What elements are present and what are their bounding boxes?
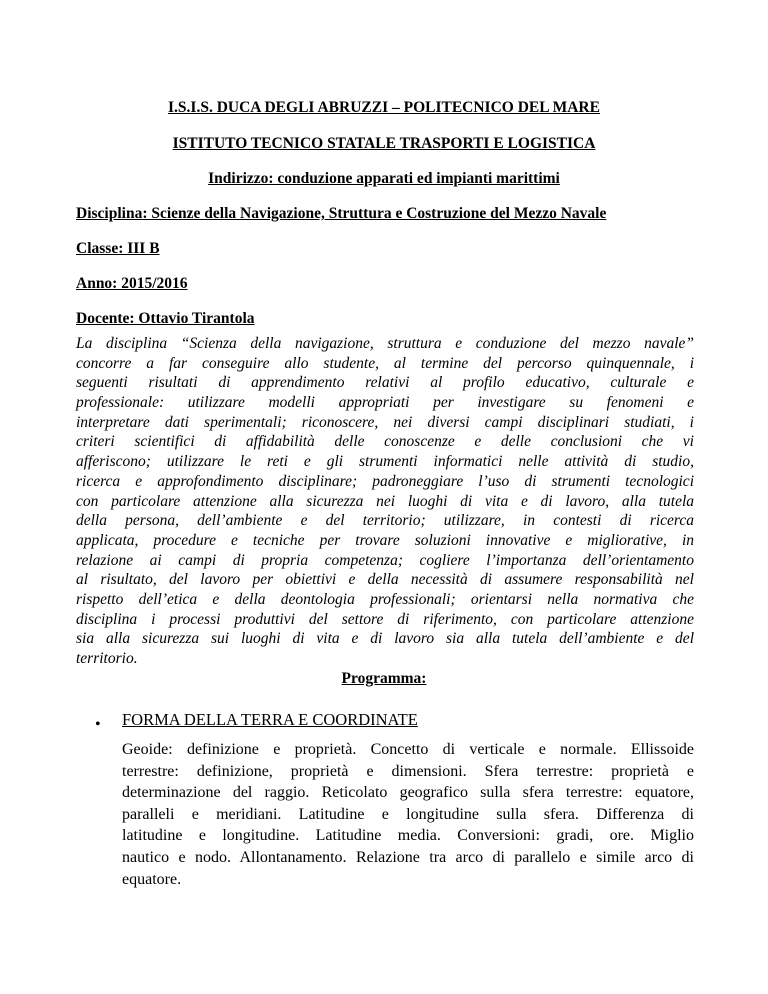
bullet-icon: • bbox=[95, 716, 101, 733]
section-line: terrestre: definizione, proprietà e dimensioni. Sfera terrestre: proprietà e bbox=[122, 762, 694, 780]
intro-line: applicata, procedure e tecniche per trovare soluzioni innovative e migliorative, in bbox=[76, 531, 694, 549]
intro-paragraph bbox=[76, 334, 694, 669]
intro-line: sia alla sicurezza sui luoghi di vita e di lavoro sia alla tutela dell’ambiente e del bbox=[76, 630, 694, 648]
class-line: Classe: III B bbox=[76, 240, 160, 257]
section-line: equatore. bbox=[122, 870, 182, 888]
intro-line: professionale: utilizzare modelli appropriati per investigare su fenomeni e bbox=[76, 394, 694, 412]
intro-line: rispetto dell’etica e della deontologia professionali; orientarsi nella normativa che bbox=[76, 590, 694, 608]
intro-line: criteri scientifici di affidabilità delle conoscenze e delle conclusioni che vi bbox=[76, 433, 694, 451]
section-line: latitudine e longitudine. Latitudine media. Conversioni: gradi, ore. Miglio bbox=[122, 827, 694, 845]
intro-line: seguenti risultati di apprendimento relativi al profilo educativo, culturale e bbox=[76, 374, 694, 392]
teacher-line: Docente: Ottavio Tirantola bbox=[76, 310, 255, 327]
section-body bbox=[122, 739, 694, 890]
intro-line: ricerca e approfondimento disciplinare; padroneggiare l’uso di strumenti tecnologici bbox=[76, 472, 694, 490]
intro-line: al risultato, del lavoro per obiettivi e della necessità di assumere responsabilità nel bbox=[76, 571, 694, 589]
program-title: Programma: bbox=[341, 670, 427, 687]
intro-line: con particolare attenzione alla sicurezza nei luoghi di vita e di lavoro, alla tutela bbox=[76, 492, 694, 510]
intro-line: relazione ai campi di propria competenza; cogliere l’importanza dell’orientamento bbox=[76, 551, 694, 569]
course-address: Indirizzo: conduzione apparati ed impianti marittimi bbox=[208, 170, 560, 187]
year-line: Anno: 2015/2016 bbox=[76, 275, 188, 292]
section-line: determinazione del raggio. Reticolato geografico sulla sfera terrestre: equatore, bbox=[122, 784, 694, 802]
school-name: I.S.I.S. DUCA DEGLI ABRUZZI – POLITECNICO DEL MARE bbox=[168, 99, 600, 116]
intro-line: concorre a far conseguire allo studente, al termine del percorso quinquennale, i bbox=[76, 354, 694, 372]
intro-line: La disciplina “Scienza della navigazione, struttura e conduzione del mezzo navale” bbox=[76, 335, 694, 352]
section-line: paralleli e meridiani. Latitudine e longitudine sulla sfera. Differenza di bbox=[122, 805, 694, 823]
intro-line: interpretare dati sperimentali; riconoscere, nei diversi campi disciplinari studiati, i bbox=[76, 413, 694, 431]
section-title: FORMA DELLA TERRA E COORDINATE bbox=[122, 710, 418, 729]
intro-line: della persona, dell’ambiente e del territorio; utilizzare, in contesti di ricerca bbox=[76, 512, 694, 530]
intro-line: afferiscono; utilizzare le reti e gli strumenti informatici nelle attività di studio, bbox=[76, 453, 694, 471]
institute-name: ISTITUTO TECNICO STATALE TRASPORTI E LOGISTICA bbox=[172, 135, 596, 152]
discipline-line: Disciplina: Scienze della Navigazione, Struttura e Costruzione del Mezzo Navale bbox=[76, 205, 607, 222]
intro-line: disciplina i processi produttivi del settore di riferimento, con particolare attenzione bbox=[76, 610, 694, 628]
section-line: Geoide: definizione e proprietà. Concetto di verticale e normale. Ellissoide bbox=[122, 741, 694, 758]
section-line: nautico e nodo. Allontanamento. Relazione tra arco di parallelo e simile arco di bbox=[122, 848, 694, 866]
intro-line: territorio. bbox=[76, 650, 138, 667]
